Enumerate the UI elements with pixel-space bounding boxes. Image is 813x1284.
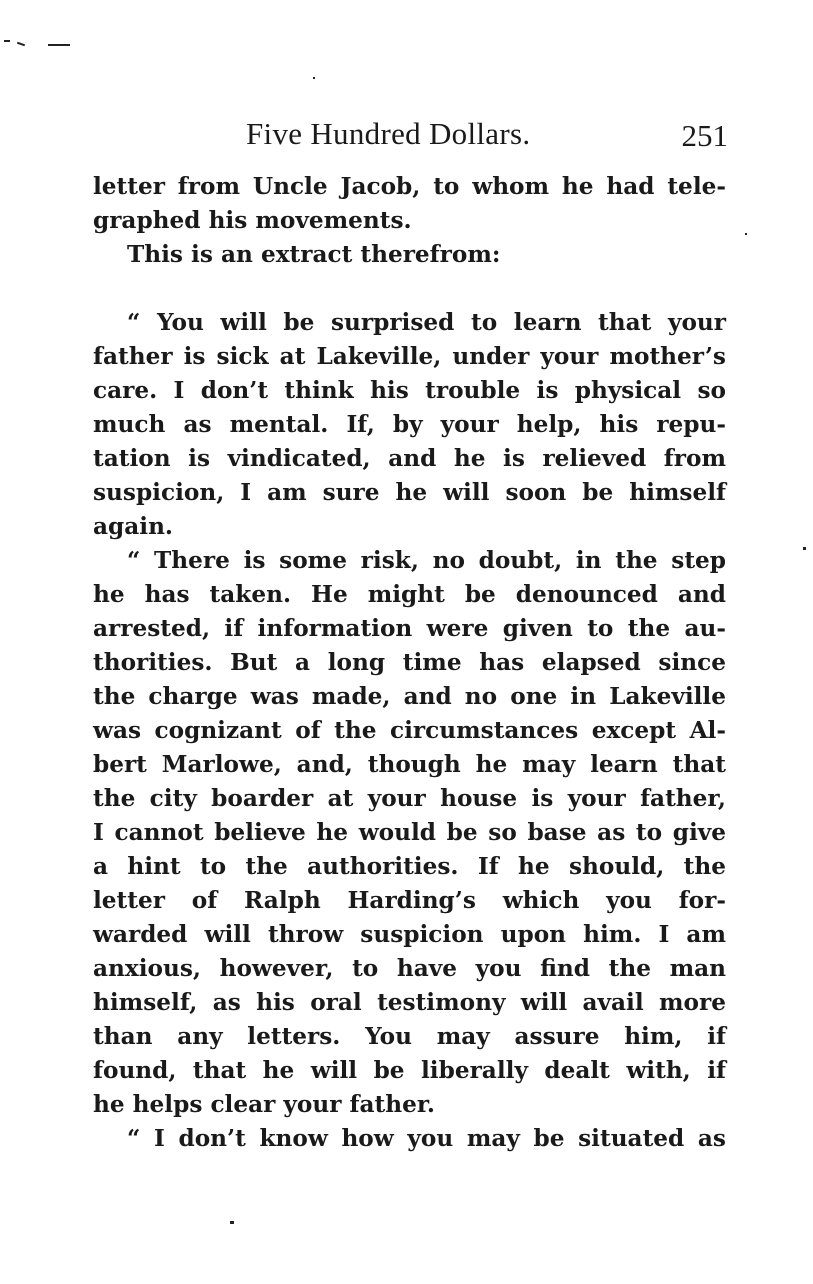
text-line: I cannot believe he would be so base as to give bbox=[93, 819, 726, 846]
text-line: tation is vindicated, and he is relieved from bbox=[93, 445, 726, 472]
paragraph bbox=[93, 544, 726, 1122]
text-line: arrested, if information were given to the au- bbox=[93, 615, 726, 642]
scan-speck bbox=[17, 42, 25, 47]
text-line: anxious, however, to have you find the man bbox=[93, 955, 726, 982]
paragraph-gap bbox=[93, 272, 726, 306]
scan-speck bbox=[745, 233, 747, 235]
text-line: bert Marlowe, and, though he may learn that bbox=[93, 751, 726, 778]
scan-speck bbox=[230, 1221, 234, 1224]
text-line: warded will throw suspicion upon him. I am bbox=[93, 921, 726, 948]
text-line: much as mental. If, by your help, his repu- bbox=[93, 411, 726, 438]
text-line: care. I don’t think his trouble is physical so bbox=[93, 377, 726, 404]
text-line: thorities. But a long time has elapsed since bbox=[93, 649, 726, 676]
page-number: 251 bbox=[681, 118, 728, 153]
text-line: father is sick at Lakeville, under your mother’s bbox=[93, 343, 726, 370]
text-line: a hint to the authorities. If he should, the bbox=[93, 853, 726, 880]
scan-speck bbox=[4, 40, 10, 42]
scan-speck bbox=[803, 547, 806, 550]
text-line: than any letters. You may assure him, if bbox=[93, 1023, 726, 1050]
paragraph bbox=[93, 170, 726, 238]
text-line: again. bbox=[93, 513, 174, 540]
text-line: “ You will be surprised to learn that your bbox=[127, 309, 726, 336]
paragraph bbox=[93, 306, 726, 544]
text-line: letter of Ralph Harding’s which you for- bbox=[93, 887, 726, 914]
paragraph bbox=[93, 1122, 726, 1156]
scan-speck bbox=[48, 44, 70, 46]
text-line: suspicion, I am sure he will soon be himself bbox=[93, 479, 726, 506]
body-text bbox=[93, 170, 726, 1156]
text-line: he helps clear your father. bbox=[93, 1091, 436, 1118]
text-line: found, that he will be liberally dealt with, if bbox=[93, 1057, 726, 1084]
text-line: was cognizant of the circumstances except Al- bbox=[93, 717, 726, 744]
text-line: This is an extract therefrom: bbox=[127, 241, 501, 268]
text-line: he has taken. He might be denounced and bbox=[93, 581, 726, 608]
text-line: “ I don’t know how you may be situated as bbox=[127, 1125, 726, 1152]
text-line: letter from Uncle Jacob, to whom he had tele- bbox=[93, 173, 726, 200]
text-line: the charge was made, and no one in Lakeville bbox=[93, 683, 726, 710]
running-title: Five Hundred Dollars. bbox=[246, 116, 531, 151]
running-header bbox=[93, 116, 733, 160]
paragraph bbox=[93, 238, 726, 272]
text-line: himself, as his oral testimony will avail more bbox=[93, 989, 726, 1016]
scan-speck bbox=[313, 77, 315, 79]
text-line: the city boarder at your house is your father, bbox=[93, 785, 726, 812]
text-line: graphed his movements. bbox=[93, 207, 412, 234]
text-line: “ There is some risk, no doubt, in the step bbox=[127, 547, 726, 574]
